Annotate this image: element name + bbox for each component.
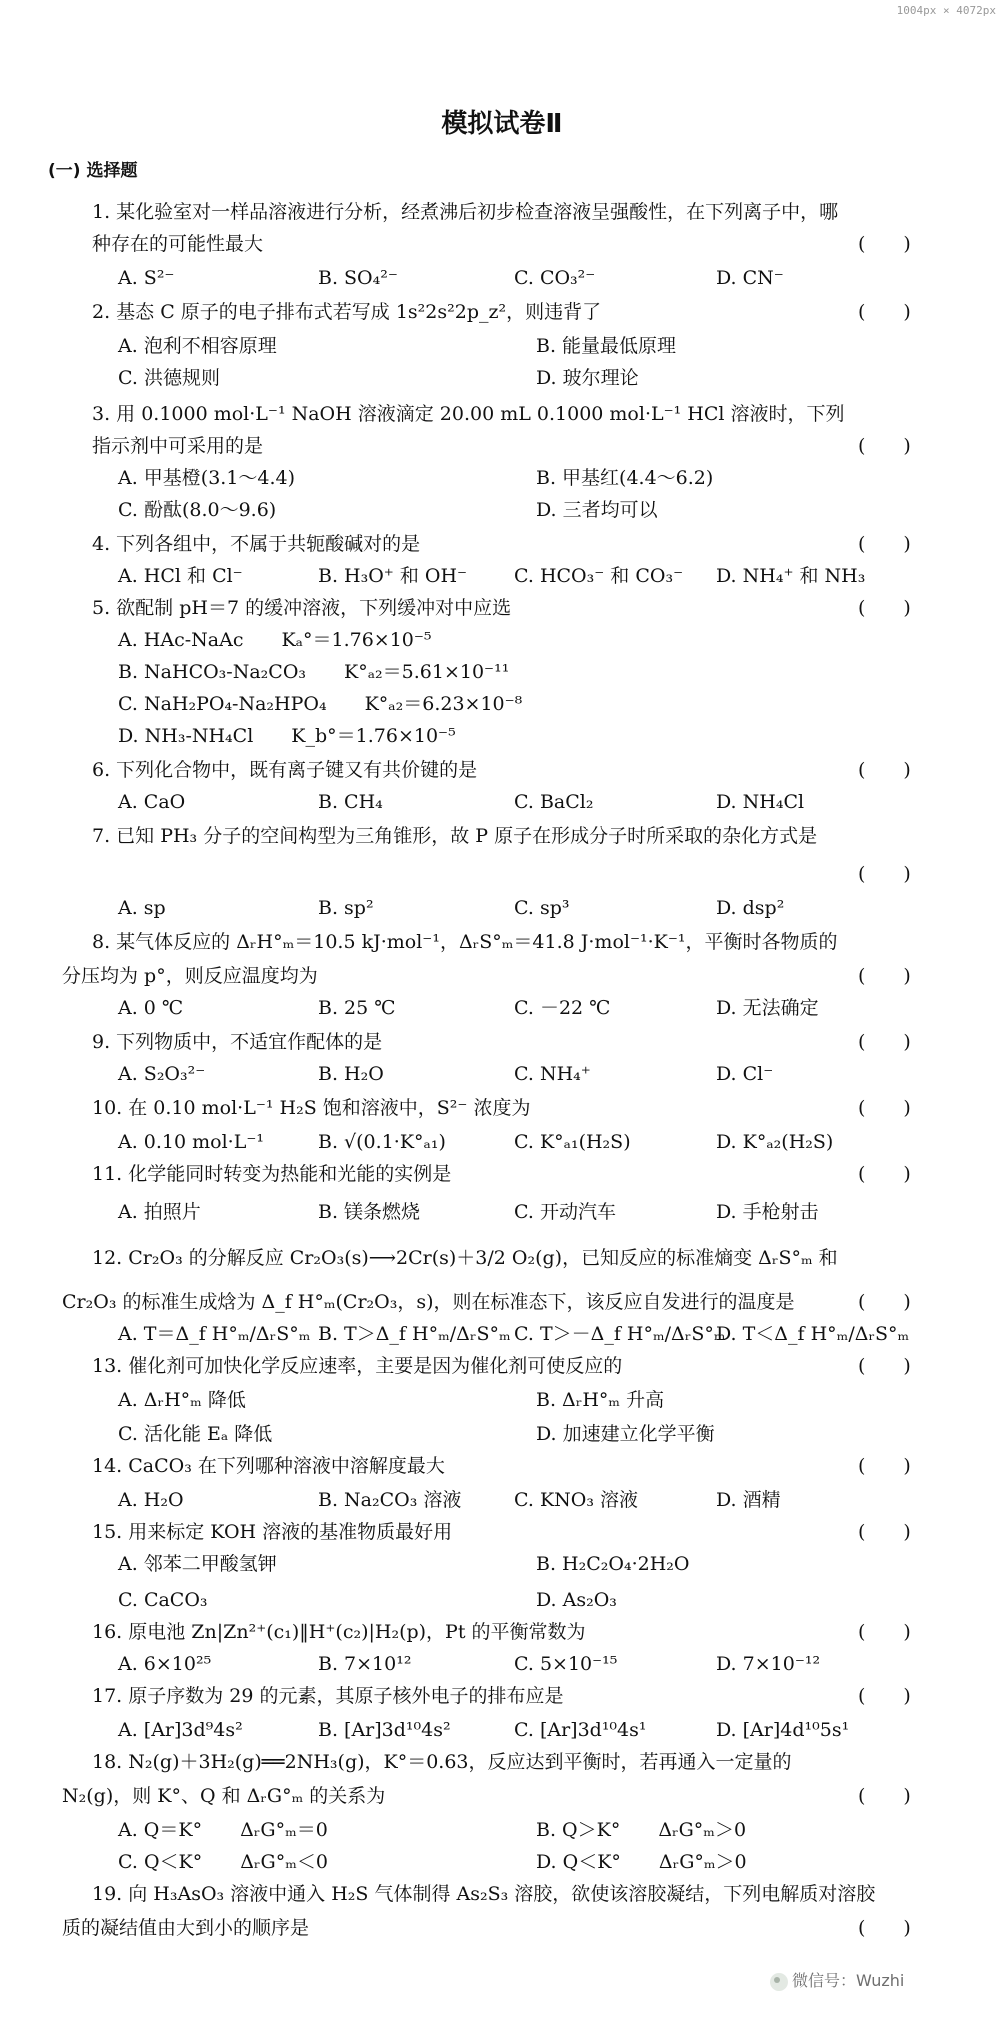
option: A. 6×10²⁵ — [118, 1653, 212, 1675]
answer-parentheses: ( ) — [858, 597, 911, 619]
option: B. 能量最低原理 — [536, 335, 677, 357]
answer-parentheses: ( ) — [858, 1291, 911, 1313]
option: D. NH₄Cl — [716, 791, 805, 813]
answer-parentheses: ( ) — [858, 1785, 911, 1807]
option: D. 加速建立化学平衡 — [536, 1423, 715, 1445]
option: B. √(0.1·K°ₐ₁) — [318, 1131, 446, 1153]
option: B. H₃O⁺ 和 OH⁻ — [318, 565, 468, 587]
question-text: 17. 原子序数为 29 的元素，其原子核外电子的排布应是 — [92, 1685, 564, 1707]
question-text: 种存在的可能性最大 — [92, 233, 264, 255]
answer-parentheses: ( ) — [858, 759, 911, 781]
question-text: 4. 下列各组中，不属于共轭酸碱对的是 — [92, 533, 421, 555]
option: C. HCO₃⁻ 和 CO₃⁻ — [514, 565, 684, 587]
watermark-text: 微信号：Wuzhi — [792, 1971, 905, 1990]
question-text: 10. 在 0.10 mol·L⁻¹ H₂S 饱和溶液中，S²⁻ 浓度为 — [92, 1097, 531, 1119]
option: C. CO₃²⁻ — [514, 267, 596, 289]
option: D. T＜Δ_f H°ₘ/ΔᵣS°ₘ — [716, 1323, 910, 1345]
option: D. Q＜K° ΔᵣG°ₘ＞0 — [536, 1851, 747, 1873]
question-text: 5. 欲配制 pH＝7 的缓冲溶液，下列缓冲对中应选 — [92, 597, 512, 619]
question-text: N₂(g)，则 K°、Q 和 ΔᵣG°ₘ 的关系为 — [62, 1785, 386, 1807]
image-size-label: 1004px × 4072px — [896, 4, 996, 17]
option: B. CH₄ — [318, 791, 383, 813]
option: A. T＝Δ_f H°ₘ/ΔᵣS°ₘ — [118, 1323, 311, 1345]
question-text: 15. 用来标定 KOH 溶液的基准物质最好用 — [92, 1521, 453, 1543]
question-text: 18. N₂(g)＋3H₂(g)══2NH₃(g)，K°＝0.63，反应达到平衡时，若再通入一定量的 — [92, 1751, 792, 1773]
option: A. HAc-NaAc Kₐ°＝1.76×10⁻⁵ — [118, 629, 432, 651]
option: C. T＞－Δ_f H°ₘ/ΔᵣS°ₘ — [514, 1323, 726, 1345]
option: D. [Ar]4d¹⁰5s¹ — [716, 1719, 850, 1741]
question-text: 16. 原电池 Zn|Zn²⁺(c₁)‖H⁺(c₂)|H₂(p)，Pt 的平衡常数为 — [92, 1621, 586, 1643]
question-text: 9. 下列物质中，不适宜作配体的是 — [92, 1031, 383, 1053]
answer-parentheses: ( ) — [858, 863, 911, 885]
question-text: 8. 某气体反应的 ΔᵣH°ₘ＝10.5 kJ·mol⁻¹，ΔᵣS°ₘ＝41.8 J·mol⁻¹·K⁻¹，平衡时各物质的 — [92, 931, 838, 953]
option: C. 5×10⁻¹⁵ — [514, 1653, 618, 1675]
question-text: 指示剂中可采用的是 — [92, 435, 264, 457]
option: C. Q＜K° ΔᵣG°ₘ＜0 — [118, 1851, 328, 1873]
question-text: 11. 化学能同时转变为热能和光能的实例是 — [92, 1163, 452, 1185]
option: A. 邻苯二甲酸氢钾 — [118, 1553, 277, 1575]
watermark — [770, 1968, 904, 1991]
option: A. ΔᵣH°ₘ 降低 — [118, 1389, 246, 1411]
question-text: 19. 向 H₃AsO₃ 溶液中通入 H₂S 气体制得 As₂S₃ 溶胶，欲使该溶胶凝结，下列电解质对溶胶 — [92, 1883, 876, 1905]
answer-parentheses: ( ) — [858, 1097, 911, 1119]
answer-parentheses: ( ) — [858, 1455, 911, 1477]
option: C. KNO₃ 溶液 — [514, 1489, 638, 1511]
question-text: 1. 某化验室对一样品溶液进行分析，经煮沸后初步检查溶液呈强酸性，在下列离子中，哪 — [92, 201, 839, 223]
option: C. 开动汽车 — [514, 1201, 616, 1223]
question-text: 12. Cr₂O₃ 的分解反应 Cr₂O₃(s)⟶2Cr(s)＋3/2 O₂(g)，已知反应的标准熵变 ΔᵣS°ₘ 和 — [92, 1247, 838, 1269]
option: D. 三者均可以 — [536, 499, 658, 521]
option: C. CaCO₃ — [118, 1589, 208, 1611]
option: D. K°ₐ₂(H₂S) — [716, 1131, 834, 1153]
option: A. [Ar]3d⁹4s² — [118, 1719, 243, 1741]
option: C. 洪德规则 — [118, 367, 220, 389]
option: D. 酒精 — [716, 1489, 781, 1511]
question-text: 7. 已知 PH₃ 分子的空间构型为三角锥形，故 P 原子在形成分子时所采取的杂化方式是 — [92, 825, 818, 847]
answer-parentheses: ( ) — [858, 435, 911, 457]
question-text: 13. 催化剂可加快化学反应速率，主要是因为催化剂可使反应的 — [92, 1355, 623, 1377]
option: B. sp² — [318, 897, 374, 919]
option: B. H₂O — [318, 1063, 384, 1085]
option: D. NH₃-NH₄Cl K_b°＝1.76×10⁻⁵ — [118, 725, 456, 747]
option: C. 酚酞(8.0～9.6) — [118, 499, 277, 521]
question-text: Cr₂O₃ 的标准生成焓为 Δ_f H°ₘ(Cr₂O₃，s)，则在标准态下，该反应自发进行的温度是 — [62, 1291, 795, 1313]
option: C. K°ₐ₁(H₂S) — [514, 1131, 631, 1153]
option: A. 0 ℃ — [118, 997, 184, 1019]
answer-parentheses: ( ) — [858, 965, 911, 987]
question-text: 2. 基态 C 原子的电子排布式若写成 1s²2s²2p_z²，则违背了 — [92, 301, 602, 323]
option: A. Q＝K° ΔᵣG°ₘ＝0 — [118, 1819, 328, 1841]
option: D. 玻尔理论 — [536, 367, 639, 389]
option: C. sp³ — [514, 897, 570, 919]
answer-parentheses: ( ) — [858, 233, 911, 255]
option: B. ΔᵣH°ₘ 升高 — [536, 1389, 665, 1411]
option: C. －22 ℃ — [514, 997, 611, 1019]
question-text: 14. CaCO₃ 在下列哪种溶液中溶解度最大 — [92, 1455, 445, 1477]
option: B. SO₄²⁻ — [318, 267, 398, 289]
option: B. H₂C₂O₄·2H₂O — [536, 1553, 690, 1575]
wechat-icon — [770, 1973, 788, 1991]
answer-parentheses: ( ) — [858, 1521, 911, 1543]
question-text: 质的凝结值由大到小的顺序是 — [62, 1917, 310, 1939]
option: A. S²⁻ — [118, 267, 175, 289]
option: D. As₂O₃ — [536, 1589, 617, 1611]
option: D. dsp² — [716, 897, 785, 919]
answer-parentheses: ( ) — [858, 1917, 911, 1939]
option: D. 手枪射击 — [716, 1201, 819, 1223]
answer-parentheses: ( ) — [858, 301, 911, 323]
option: D. Cl⁻ — [716, 1063, 774, 1085]
option: B. T＞Δ_f H°ₘ/ΔᵣS°ₘ — [318, 1323, 511, 1345]
option: B. NaHCO₃-Na₂CO₃ K°ₐ₂＝5.61×10⁻¹¹ — [118, 661, 510, 683]
option: A. 0.10 mol·L⁻¹ — [118, 1131, 264, 1153]
answer-parentheses: ( ) — [858, 1031, 911, 1053]
option: D. 7×10⁻¹² — [716, 1653, 821, 1675]
option: A. H₂O — [118, 1489, 184, 1511]
option: A. HCl 和 Cl⁻ — [118, 565, 243, 587]
answer-parentheses: ( ) — [858, 1355, 911, 1377]
page-title: 模拟试卷Ⅱ — [441, 109, 563, 139]
option: B. 7×10¹² — [318, 1653, 412, 1675]
option: D. CN⁻ — [716, 267, 784, 289]
question-text: 分压均为 p°，则反应温度均为 — [62, 965, 318, 987]
option: B. [Ar]3d¹⁰4s² — [318, 1719, 451, 1741]
option: C. NH₄⁺ — [514, 1063, 591, 1085]
answer-parentheses: ( ) — [858, 1685, 911, 1707]
option: B. Q＞K° ΔᵣG°ₘ＞0 — [536, 1819, 747, 1841]
option: C. [Ar]3d¹⁰4s¹ — [514, 1719, 647, 1741]
option: B. 甲基红(4.4～6.2) — [536, 467, 714, 489]
option: A. CaO — [118, 791, 186, 813]
option: A. sp — [118, 897, 166, 919]
option: B. Na₂CO₃ 溶液 — [318, 1489, 462, 1511]
option: A. 泡利不相容原理 — [118, 335, 277, 357]
option: C. 活化能 Eₐ 降低 — [118, 1423, 273, 1445]
answer-parentheses: ( ) — [858, 533, 911, 555]
option: A. S₂O₃²⁻ — [118, 1063, 206, 1085]
section-heading: (一) 选择题 — [48, 161, 138, 181]
question-text: 6. 下列化合物中，既有离子键又有共价键的是 — [92, 759, 478, 781]
option: B. 镁条燃烧 — [318, 1201, 421, 1223]
option: B. 25 ℃ — [318, 997, 396, 1019]
answer-parentheses: ( ) — [858, 1621, 911, 1643]
option: C. NaH₂PO₄-Na₂HPO₄ K°ₐ₂＝6.23×10⁻⁸ — [118, 693, 523, 715]
question-text: 3. 用 0.1000 mol·L⁻¹ NaOH 溶液滴定 20.00 mL 0.1000 mol·L⁻¹ HCl 溶液时，下列 — [92, 403, 845, 425]
option: D. 无法确定 — [716, 997, 819, 1019]
option: A. 拍照片 — [118, 1201, 201, 1223]
answer-parentheses: ( ) — [858, 1163, 911, 1185]
option: D. NH₄⁺ 和 NH₃ — [716, 565, 866, 587]
option: A. 甲基橙(3.1～4.4) — [118, 467, 296, 489]
option: C. BaCl₂ — [514, 791, 594, 813]
